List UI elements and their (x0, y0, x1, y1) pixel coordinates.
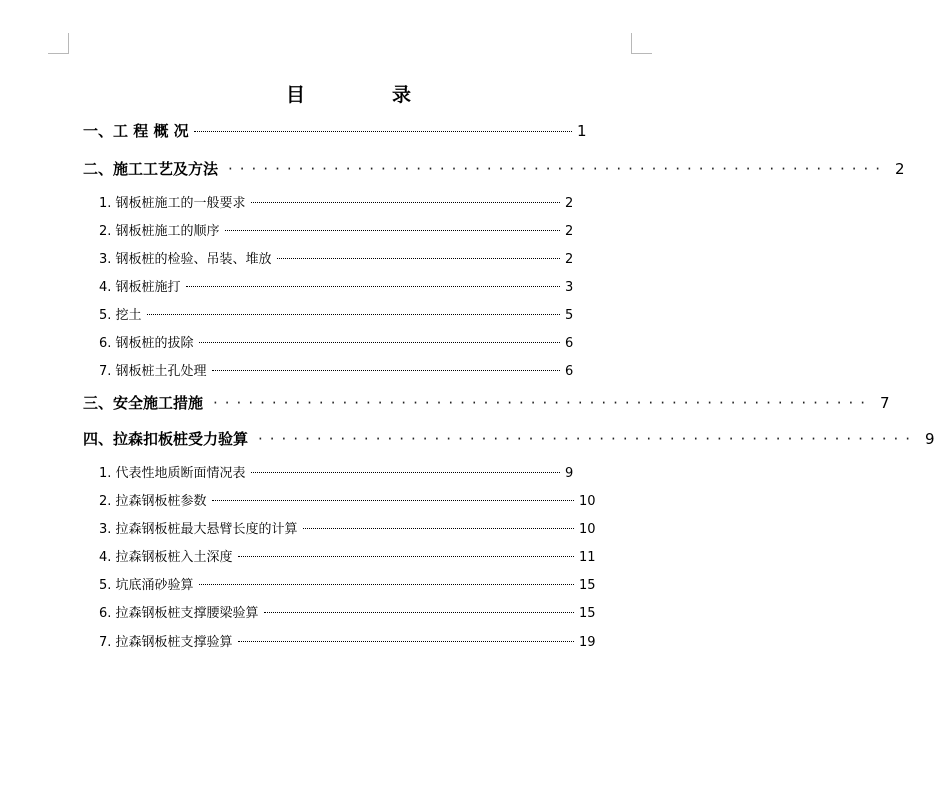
dot-leader (194, 131, 572, 132)
toc-entry-label: 1. 钢板桩施工的一般要求 (99, 196, 246, 211)
toc-entry-page: 2 (565, 252, 574, 267)
toc-entry-page: 19 (579, 635, 596, 650)
toc-entry-label: 6. 钢板桩的拔除 (99, 336, 194, 351)
toc-entry-page: 10 (579, 522, 596, 537)
toc-entry-4-6[interactable] (0, 602, 697, 621)
toc-entry-page: 2 (565, 196, 574, 211)
dot-leader: ························································ (258, 430, 918, 448)
toc-entry-page: 9 (925, 430, 935, 448)
toc-entry-label: 6. 拉森钢板桩支撑腰梁验算 (99, 606, 259, 621)
toc-entry-label: 5. 挖土 (99, 308, 142, 323)
dot-leader (147, 314, 560, 315)
toc-entry-2-7[interactable] (0, 360, 697, 379)
dot-leader (238, 641, 574, 642)
toc-entry-page: 15 (579, 606, 596, 621)
dot-leader: ························································ (228, 160, 888, 178)
dot-leader (212, 370, 560, 371)
toc-entry-2-5[interactable] (0, 304, 697, 323)
toc-entry-section-3[interactable] (0, 392, 890, 413)
toc-entry-section-2[interactable] (0, 158, 905, 179)
toc-entry-label: 3. 钢板桩的检验、吊装、堆放 (99, 252, 272, 267)
dot-leader (199, 342, 560, 343)
toc-entry-page: 3 (565, 280, 574, 295)
toc-entry-page: 2 (565, 224, 574, 239)
dot-leader (264, 612, 574, 613)
toc-entry-4-2[interactable] (0, 490, 697, 509)
page-corner-mark-left (48, 33, 69, 54)
toc-entry-page: 6 (565, 336, 574, 351)
dot-leader (251, 202, 560, 203)
toc-entry-section-4[interactable] (0, 428, 935, 449)
toc-entry-page: 7 (880, 394, 890, 412)
toc-entry-page: 1 (577, 122, 587, 140)
toc-entry-4-4[interactable] (0, 546, 697, 565)
toc-entry-label: 1. 代表性地质断面情况表 (99, 466, 246, 481)
toc-entry-page: 9 (565, 466, 574, 481)
toc-entry-label: 4. 钢板桩施打 (99, 280, 181, 295)
dot-leader (186, 286, 560, 287)
dot-leader (303, 528, 574, 529)
toc-entry-4-7[interactable] (0, 631, 697, 650)
dot-leader (199, 584, 574, 585)
dot-leader (212, 500, 574, 501)
toc-entry-label: 二、施工工艺及方法 (83, 160, 219, 178)
toc-entry-page: 2 (895, 160, 905, 178)
toc-entry-4-1[interactable] (0, 462, 697, 481)
toc-entry-label: 四、拉森扣板桩受力验算 (83, 430, 249, 448)
toc-entry-label: 4. 拉森钢板桩入土深度 (99, 550, 233, 565)
toc-entry-label: 一、工 程 概 况 (83, 122, 189, 140)
toc-entry-2-4[interactable] (0, 276, 697, 295)
toc-entry-label: 5. 坑底涌砂验算 (99, 578, 194, 593)
toc-entry-section-1[interactable] (0, 120, 697, 141)
toc-title: 目 录 (285, 84, 445, 106)
page-corner-mark-right (631, 33, 652, 54)
dot-leader (277, 258, 560, 259)
toc-entry-label: 三、安全施工措施 (83, 394, 204, 412)
dot-leader: ························································ (213, 394, 873, 412)
toc-entry-2-1[interactable] (0, 192, 697, 211)
toc-entry-4-5[interactable] (0, 574, 697, 593)
toc-entry-page: 6 (565, 364, 574, 379)
toc-entry-4-3[interactable] (0, 518, 697, 537)
toc-entry-2-2[interactable] (0, 220, 697, 239)
toc-entry-2-3[interactable] (0, 248, 697, 267)
toc-entry-2-6[interactable] (0, 332, 697, 351)
toc-entry-page: 5 (565, 308, 574, 323)
toc-entry-page: 15 (579, 578, 596, 593)
toc-entry-label: 3. 拉森钢板桩最大悬臂长度的计算 (99, 522, 298, 537)
dot-leader (251, 472, 560, 473)
dot-leader (238, 556, 574, 557)
toc-entry-page: 10 (579, 494, 596, 509)
toc-entry-page: 11 (579, 550, 596, 565)
toc-entry-label: 2. 钢板桩施工的顺序 (99, 224, 220, 239)
toc-entry-label: 2. 拉森钢板桩参数 (99, 494, 207, 509)
toc-entry-label: 7. 拉森钢板桩支撑验算 (99, 635, 233, 650)
toc-entry-label: 7. 钢板桩土孔处理 (99, 364, 207, 379)
dot-leader (225, 230, 560, 231)
